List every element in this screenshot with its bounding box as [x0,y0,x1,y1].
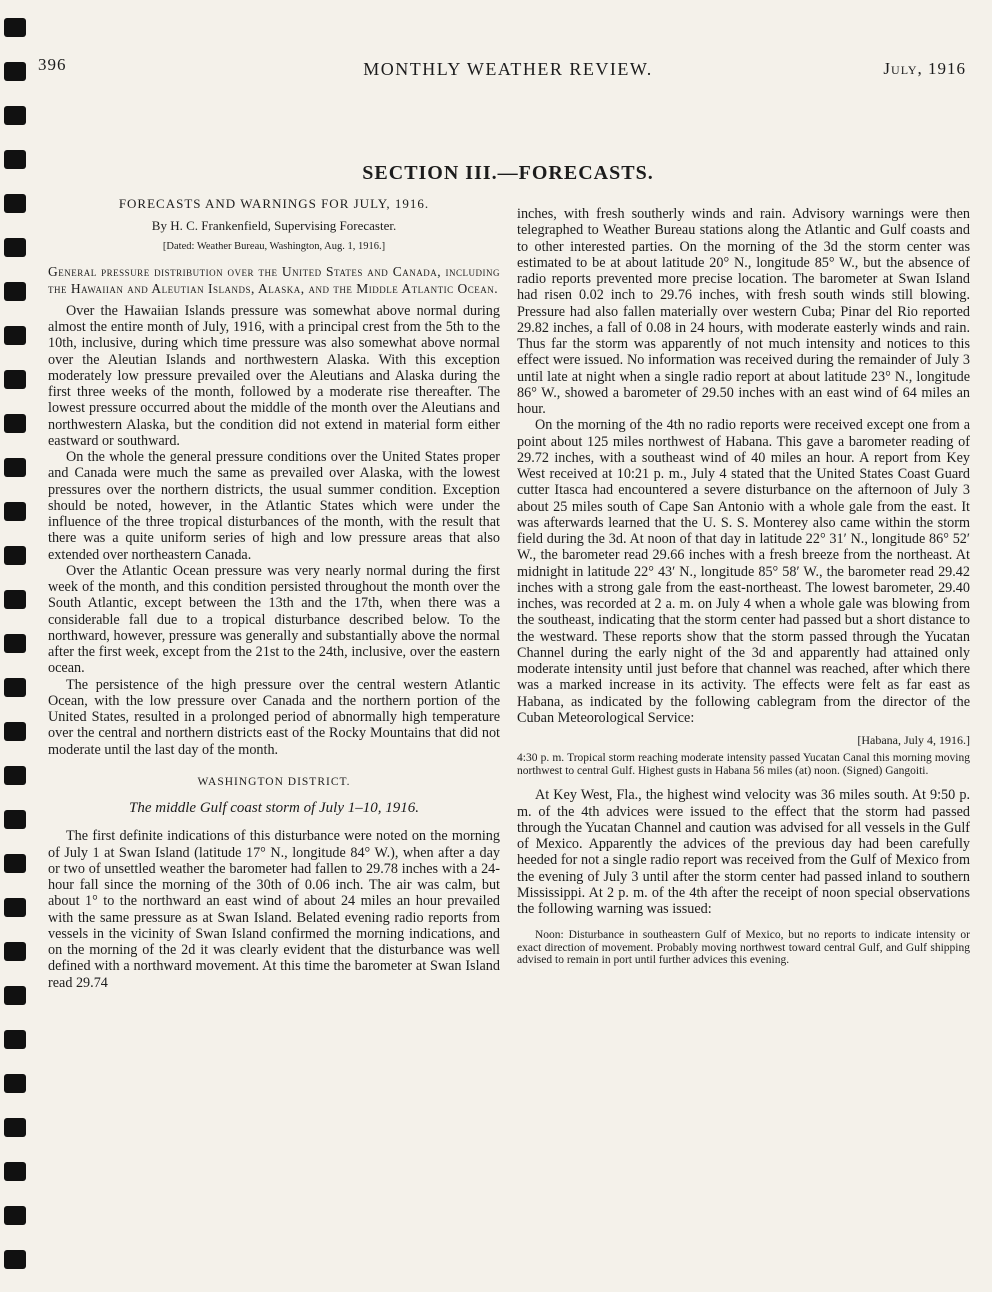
section-title: SECTION III.—FORECASTS. [362,162,654,184]
paragraph: Over the Atlantic Ocean pressure was very nearly normal during the first week of the month, and this condition persisted throughout the month over the South Atlantic, except between the 13th and the 17th, when there was a considerable fall due to a tropical disturbance described below. To the northward, however, pressure was generally and substantially above the normal after the first week, except from the 21st to the 24th, inclusive, over the eastern ocean. [48,562,500,677]
paragraph: The persistence of the high pressure over the central western Atlantic Ocean, with the low pressure over Canada and the northern portion of the United States, resulted in a prolonged period of abnormally high temperature over the central and northern districts east of the Rocky Mountains that did not moderate until the last day of the month. [48,676,500,758]
paragraph: On the whole the general pressure conditions over the United States proper and Canada were much the same as prevailed over Alaska, with the lowest pressures over the northern districts, the usual summer condition. Exception should be noted, however, in the Atlantic States which were under the influence of the three tropical disturbances of the month, with the result that there was a quite uniform series of high and low pressure areas that also extended over northeastern Canada. [48,449,500,563]
cablegram-header: [Habana, July 4, 1916.] [857,733,970,747]
journal-page [38,0,978,1292]
article-subheading: General pressure distribution over the United States and Canada, including the Hawaiian and Aleutian Islands, Alaska, and the Middle Atlantic Ocean. [48,263,500,296]
running-header [38,55,978,85]
paragraph: On the morning of the 4th no radio reports were received except one from a point about 125 miles northwest of Habana. This gave a barometer reading of 29.72 inches, with a southeast wind of 40 miles an hour. A report from Key West received at 10:21 p. m., July 4 stated that the United States Coast Guard cutter Itasca had encountered a severe disturbance on the afternoon of July 3 about 25 miles south of Cape San Antonio with a whole gale from the east. It was afterwards learned that the U. S. S. Monterey also came within the storm field during the 3d. At noon of that day in latitude 22° 31′ N., longitude 86° 52′ W., the barometer read 29.66 inches with a fresh breeze from the northeast. At midnight in latitude 22° 43′ N., longitude 85° 58′ W., the barometer read 29.42 inches with a strong gale from the east-northeast. The lowest barometer, 29.40 inches, was recorded at 2 a. m. on July 4 when a whole gale was blowing from the southeast, indicating that the storm center had passed but a short distance to the westward. These reports show that the storm passed through the Yucatan Channel during the early night of the 3d and apparently had attained only moderate intensity until just before that channel was reached, after which there was a marked increase in its activity. The effects were felt as far east as Habana, as indicated by the following cablegram from the director of the Cuban Meteorological Service: [517,417,970,726]
paragraph: inches, with fresh southerly winds and rain. Advisory warnings were then telegraphed to Weather Bureau stations along the Atlantic and Gulf coasts and to other interested parties. On the morning of the 3d the storm center was estimated to be at about latitude 20° N., longitude 85° W., but the absence of radio reports prevented more precise location. The barometer at Swan Island had risen 0.02 inch to 29.76 inches, with fresh south winds still blowing. Pressure had also fallen materially over western Cuba; Pinar del Rio reported 29.82 inches, a fall of 0.08 in 24 hours, with moderate easterly winds and rain. Thus far the storm was apparently of not much intensity and notices to this effect were issued. No information was received during the remainder of July 3 until late at night when a single radio report at about latitude 23° N., longitude 86° W., showed a barometer of 29.50 inches with an east wind of 64 miles an hour. [517,206,970,417]
article-title: FORECASTS AND WARNINGS FOR JULY, 1916. [118,196,430,211]
left-column [48,192,500,991]
journal-title: MONTHLY WEATHER REVIEW. [363,59,653,79]
paragraph: Over the Hawaiian Islands pressure was somewhat above normal during almost the entire month of July, 1916, with a principal crest from the 5th to the 10th, inclusive, during which time pressure was also somewhat above normal over the Aleutian Islands and northwestern Alaska. With this exception moderately low pressure prevailed over the Aleutians and Alaska during the first three weeks of the month, followed by a moderate rise thereafter. The lowest pressure occurred about the middle of the month over the Aleutians and northwestern Alaska, but the condition did not extend in material form either eastward or southward. [48,302,500,449]
warning-text: Noon: Disturbance in southeastern Gulf of Mexico, but no reports to indicate intensity or exact direction of movement. Probably moving northwest toward central Gulf, and Gulf shipping advised to remain in port until further advices this evening. [517,929,970,967]
cablegram-body: 4:30 p. m. Tropical storm reaching moderate intensity passed Yucatan Canal this morning moving northwest to central Gulf. Highest gusts in Habana 56 miles (at) noon. (Signed) Gangoiti. [517,752,970,777]
paragraph: The first definite indications of this disturbance were noted on the morning of July 1 at Swan Island (latitude 17° N., longitude 84° W.), when after a day or two of unsettled weather the barometer had fallen to 29.78 inches with a 24-hour fall since the morning of the 30th of 0.06 inch. The air was calm, but about 1° to the northward an east wind of about 24 miles an hour prevailed with the same pressure as at Swan Island. Belated evening radio reports from vessels in the vicinity of Swan Island confirmed the morning indications, and on the morning of the 2d it was clearly evident that the disturbance was well defined with a northward movement. At this time the barometer at Swan Island read 29.74 [48,828,500,991]
article-dated: [Dated: Weather Bureau, Washington, Aug. 1, 1916.] [162,240,386,252]
page-number: 396 [38,55,67,74]
spiral-binding [0,0,30,1292]
storm-heading: The middle Gulf coast storm of July 1–10, 1916. [129,800,419,816]
article-byline: By H. C. Frankenfield, Supervising Forecaster. [151,218,397,234]
issue-date: July, 1916 [883,59,966,78]
paragraph: At Key West, Fla., the highest wind velocity was 36 miles south. At 9:50 p. m. of the 4th advices were issued to the effect that the storm had passed through the Yucatan Channel and caution was advised for all vessels in the Gulf of Mexico. Apparently the advices of the previous day had been carefully heeded for not a single radio report was received from the Gulf of Mexico from the evening of July 3 until after the storm center had passed inland to southern Mississippi. At 2 p. m. of the 4th after the receipt of noon special observations the following warning was issued: [517,787,970,917]
right-column [517,206,970,967]
district-heading: WASHINGTON DISTRICT. [197,775,351,788]
